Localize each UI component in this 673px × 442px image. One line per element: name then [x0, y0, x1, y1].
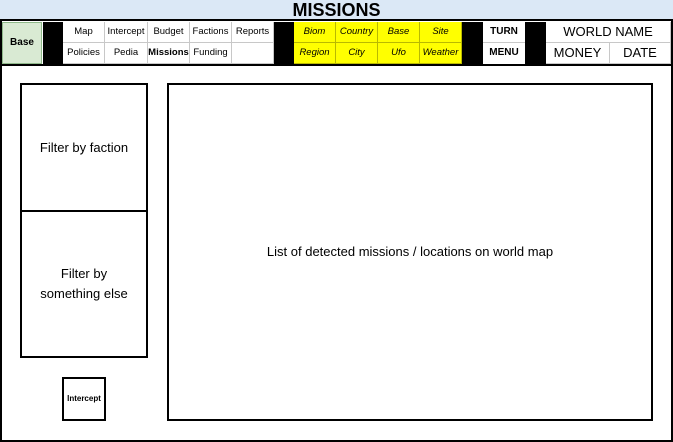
filter-other-panel[interactable] [20, 210, 148, 358]
separator-block [274, 22, 294, 64]
separator-block [525, 22, 546, 64]
money-display: MONEY [546, 43, 610, 64]
menu-button[interactable]: MENU [489, 47, 519, 58]
filter-base[interactable]: Base [378, 22, 420, 43]
turn-button[interactable]: TURN [483, 22, 525, 43]
filter-site[interactable]: Site [420, 22, 462, 43]
filter-faction-label: Filter by faction [39, 139, 129, 155]
nav-map[interactable]: Map [63, 22, 105, 43]
nav-empty [232, 43, 274, 64]
filter-region[interactable]: Region [294, 43, 336, 64]
page-title: MISSIONS [0, 0, 673, 21]
nav-intercept[interactable]: Intercept [105, 22, 148, 43]
header-divider [2, 64, 671, 66]
nav-policies[interactable]: Policies [63, 43, 105, 64]
mission-list-panel[interactable] [167, 83, 653, 421]
date-display: DATE [610, 43, 671, 64]
filter-city[interactable]: City [336, 43, 378, 64]
nav-factions[interactable]: Factions [190, 22, 232, 43]
nav-pedia[interactable]: Pedia [105, 43, 148, 64]
base-button[interactable]: Base [2, 22, 42, 64]
nav-funding[interactable]: Funding [190, 43, 232, 64]
filter-other-label: Filter by something else [40, 266, 128, 301]
intercept-button[interactable]: Intercept [62, 377, 106, 421]
separator-block [462, 22, 483, 64]
separator-block [43, 22, 63, 64]
filter-biom[interactable]: Biom [294, 22, 336, 43]
filter-ufo[interactable]: Ufo [378, 43, 420, 64]
filter-faction-panel[interactable] [20, 83, 148, 212]
mission-list-label: List of detected missions / locations on world map [266, 244, 554, 259]
world-name: WORLD NAME [546, 22, 671, 43]
nav-budget[interactable]: Budget [148, 22, 190, 43]
nav-missions[interactable]: Missions [148, 43, 190, 64]
filter-country[interactable]: Country [336, 22, 378, 43]
filter-weather[interactable]: Weather [420, 43, 462, 64]
nav-reports[interactable]: Reports [232, 22, 274, 43]
